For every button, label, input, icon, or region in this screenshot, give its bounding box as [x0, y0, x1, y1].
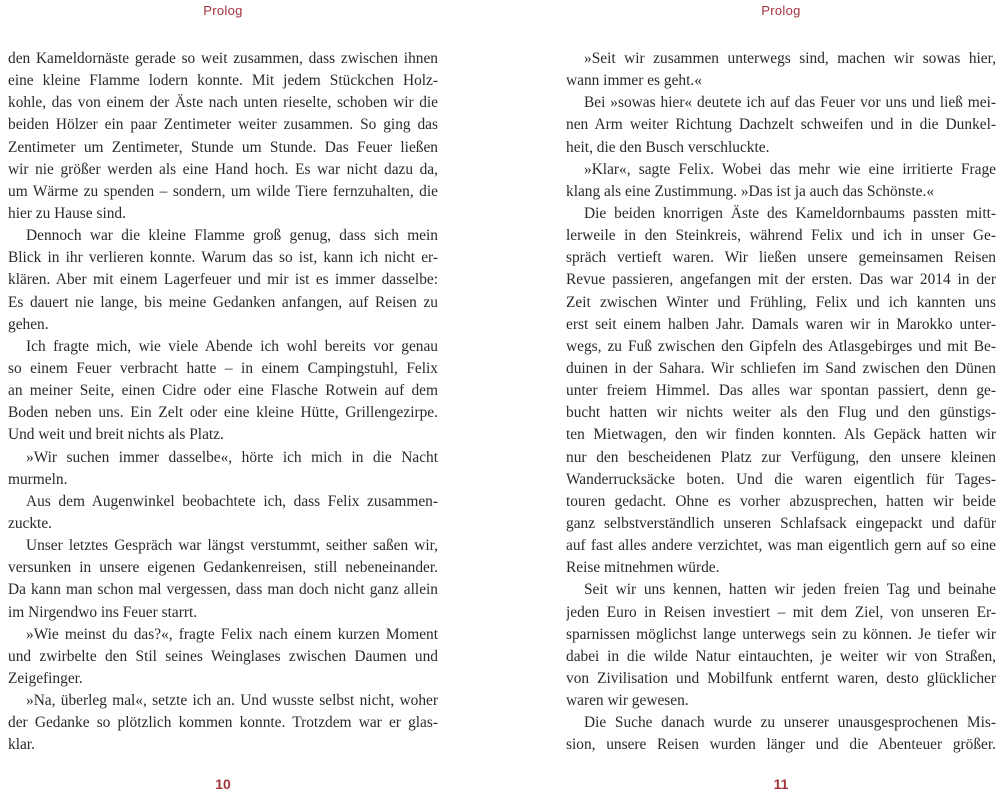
- text-line: klar.: [8, 736, 35, 754]
- text-line: klären. Aber mit einem Lagerfeuer und mir ist es immer dasselbe:: [8, 271, 438, 289]
- running-head-left: Prolog: [203, 3, 243, 18]
- text-line: erst seit einem halben Jahr. Damals waren wir in Marokko unter-: [566, 315, 996, 333]
- text-line: nen Arm weiter Richtung Dachzelt schweifen und in die Dunkel-: [566, 116, 996, 134]
- text-line: von Zivilisation und Mobilfunk entfernt waren, desto glücklicher: [566, 669, 996, 687]
- text-line: duinen in der Sahara. Wir schliefen im Sand zwischen den Dünen: [566, 359, 996, 377]
- text-line: Wanderrucksäcke boten. Und die waren eigentlich für Tages-: [566, 470, 996, 488]
- running-head-right: Prolog: [761, 3, 801, 18]
- text-line: an meiner Seite, einen Cidre oder eine Flasche Rotwein auf dem: [8, 382, 438, 400]
- text-line: »Klar«, sagte Felix. Wobei das mehr wie eine irritierte Frage: [584, 160, 996, 178]
- page-number-left: 10: [215, 776, 231, 792]
- text-line: versunken in unsere eigenen Gedankenreisen, still nebeneinander.: [8, 559, 438, 577]
- text-line: Bei »sowas hier« deutete ich auf das Feuer vor uns und ließ mei-: [584, 94, 996, 112]
- text-line: Zeigefinger.: [8, 669, 83, 687]
- text-line: »Seit wir zusammen unterwegs sind, machen wir sowas hier,: [584, 50, 996, 67]
- text-line: bucht hatten wir nichts weiter als den Flug und den günstigs-: [566, 404, 996, 422]
- text-line: spräch vertieft waren. Wir ließen unsere gemeinsamen Reisen: [566, 249, 996, 267]
- text-line: heit, die den Busch verschluckte.: [566, 138, 770, 156]
- text-line: wir nie größer werden als eine Hand hoch. Es war nicht dazu da,: [8, 160, 438, 178]
- text-line: Revue passieren, angefangen mit der ersten. Das war 2014 in der: [566, 271, 996, 289]
- text-line: zuckte.: [8, 514, 53, 532]
- text-line: Es dauert nie lange, bis meine Gedanken anfangen, auf Reisen zu: [8, 293, 438, 311]
- text-line: und zwirbelte den Stil seines Weinglases zwischen Daumen und: [8, 647, 438, 665]
- text-line: der Gedanke so plötzlich kommen konnte. Trotzdem war er glas-: [8, 714, 438, 732]
- text-line: Und weit und breit nichts als Platz.: [8, 426, 224, 444]
- text-line: Seit wir uns kennen, hatten wir jeden freien Tag und beinahe: [584, 581, 996, 599]
- text-line: murmeln.: [8, 470, 68, 488]
- text-line: ten Mietwagen, den wir finden konnten. Als Gepäck hatten wir: [566, 426, 996, 444]
- text-line: sion, unsere Reisen wurden länger und die Abenteuer größer.: [566, 736, 996, 754]
- text-line: wann immer es geht.«: [566, 72, 702, 90]
- text-line: klang als eine Zustimmung. »Das ist ja auch das Schönste.«: [566, 182, 935, 200]
- text-line: Die Suche danach wurde zu unserer unausgesprochenen Mis-: [584, 714, 996, 732]
- text-line: Blick in ihr verlieren konnte. Warum das so ist, kann ich nicht er-: [8, 249, 438, 267]
- text-line: so einem Feuer verbracht hatte – in einem Campingstuhl, Felix: [8, 359, 438, 377]
- text-line: »Wir suchen immer dasselbe«, hörte ich mich in die Nacht: [26, 448, 438, 466]
- text-line: wegs, zu Fuß zwischen den Gipfeln des Atlasgebirges und mit Be-: [566, 337, 996, 355]
- text-line: beiden Hölzer ein paar Zentimeter weiter zusammen. So ging das: [8, 116, 438, 134]
- text-line: im Nirgendwo ins Feuer starrt.: [8, 603, 198, 621]
- text-line: hier zu Hause sind.: [8, 204, 126, 222]
- right-page-text: [566, 48, 996, 757]
- text-line: lerweile in den Steinkreis, während Felix und ich in unser Ge-: [566, 227, 996, 245]
- text-line: touren gedacht. Ohne es vorher abzusprechen, hatten wir beide: [566, 492, 996, 510]
- text-line: ganz selbstverständlich unseren Schlafsack eingepackt und dafür: [566, 514, 996, 532]
- text-line: Die beiden knorrigen Äste des Kameldornbaums passten mitt-: [584, 204, 996, 222]
- left-page: [8, 0, 438, 800]
- text-line: »Wie meinst du das?«, fragte Felix nach einem kurzen Moment: [26, 625, 438, 643]
- text-line: waren wir gewesen.: [566, 692, 689, 710]
- text-line: jeden Euro in Reisen investiert – mit dem Ziel, von unseren Er-: [566, 603, 996, 621]
- text-line: auf fast alles andere verzichtet, was man eigentlich gern auf so eine: [566, 537, 996, 555]
- text-line: unter freiem Himmel. Das alles war spontan passiert, denn ge-: [566, 382, 996, 400]
- text-line: kohle, das von einem der Äste nach unten rieselte, schoben wir die: [8, 94, 438, 112]
- text-line: nur den bescheidenen Platz zur Verfügung, den unsere kleinen: [566, 448, 996, 466]
- right-page: [566, 0, 996, 800]
- text-line: Boden neben uns. Ein Zelt oder eine kleine Hütte, Grillengezirpe.: [8, 404, 438, 422]
- text-line: »Na, überleg mal«, setzte ich an. Und wusste selbst nicht, woher: [26, 692, 438, 710]
- page-number-right: 11: [773, 776, 789, 792]
- text-line: Da kann man schon mal vergessen, dass man doch nicht ganz allein: [8, 581, 438, 599]
- text-line: Reise mitnehmen würde.: [566, 559, 720, 577]
- text-line: Zeit zwischen Winter und Frühling, Felix und ich kannten uns: [566, 293, 996, 311]
- text-line: Zentimeter um Zentimeter, Stunde um Stunde. Das Feuer ließen: [8, 138, 438, 156]
- text-line: gehen.: [8, 315, 49, 333]
- text-line: um Wärme zu spenden – sondern, um wilde Tiere fernzuhalten, die: [8, 182, 438, 200]
- text-line: Unser letztes Gespräch war längst verstummt, seither saßen wir,: [26, 537, 438, 555]
- text-line: eine kleine Flamme lodern konnte. Mit jedem Stückchen Holz-: [8, 72, 438, 90]
- text-line: Ich fragte mich, wie viele Abende ich wohl bereits vor genau: [26, 337, 438, 355]
- text-line: Aus dem Augenwinkel beobachtete ich, dass Felix zusammen-: [26, 492, 438, 510]
- left-page-text: [8, 48, 438, 757]
- text-line: Dennoch war die kleine Flamme groß genug, dass sich mein: [26, 227, 438, 245]
- text-line: dabei in die wilde Natur eintauchten, je weiter wir von Straßen,: [566, 647, 996, 665]
- text-line: sparnissen möglichst lange unterwegs sein zu können. Je tiefer wir: [566, 625, 996, 643]
- text-line: den Kameldornäste gerade so weit zusammen, dass zwischen ihnen: [8, 50, 438, 67]
